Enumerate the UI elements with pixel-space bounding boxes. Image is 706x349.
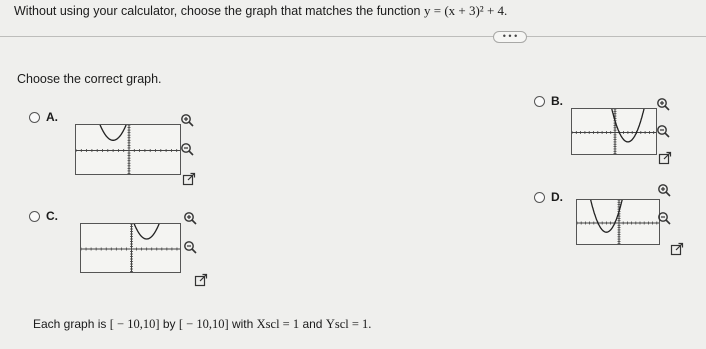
option-d[interactable] <box>534 190 563 204</box>
option-d-external-link-icon[interactable] <box>670 242 684 256</box>
option-a-graph <box>75 124 181 175</box>
option-b-zoom-out-icon[interactable] <box>656 124 670 138</box>
parabola-curve <box>99 124 127 140</box>
option-a-zoom-in-icon[interactable] <box>180 113 194 127</box>
option-c-label: C. <box>46 209 58 223</box>
instruction-text: Choose the correct graph. <box>17 72 162 86</box>
option-c-zoom-in-icon[interactable] <box>183 211 197 225</box>
option-a-zoom-out-icon[interactable] <box>180 142 194 156</box>
option-c-radio[interactable] <box>29 211 40 222</box>
question-equation: y = (x + 3)² + 4. <box>423 3 508 18</box>
option-d-zoom-out-icon[interactable] <box>657 211 671 225</box>
option-a[interactable] <box>29 110 58 124</box>
footer-with: with <box>231 317 254 331</box>
option-a-external-link-icon[interactable] <box>182 172 196 186</box>
option-c[interactable] <box>29 209 58 223</box>
option-b-label: B. <box>551 94 563 108</box>
graph-window-note <box>33 317 371 332</box>
footer-xrange: [ − 10,10] <box>109 317 160 331</box>
option-d-label: D. <box>551 190 563 204</box>
option-c-graph <box>80 223 181 273</box>
option-a-label: A. <box>46 110 58 124</box>
option-b[interactable] <box>534 94 563 108</box>
divider <box>0 36 706 37</box>
option-c-external-link-icon[interactable] <box>194 273 208 287</box>
footer-by: by <box>162 317 176 331</box>
footer-xscl: Xscl = 1 <box>256 317 300 331</box>
option-d-graph <box>576 199 660 245</box>
option-d-radio[interactable] <box>534 192 545 203</box>
option-d-zoom-in-icon[interactable] <box>657 183 671 197</box>
more-button[interactable]: • • • <box>493 31 527 43</box>
option-b-zoom-in-icon[interactable] <box>656 97 670 111</box>
option-b-radio[interactable] <box>534 96 545 107</box>
option-a-radio[interactable] <box>29 112 40 123</box>
option-c-zoom-out-icon[interactable] <box>183 240 197 254</box>
parabola-curve <box>134 223 160 239</box>
option-b-external-link-icon[interactable] <box>658 151 672 165</box>
footer-yscl: Yscl = 1. <box>325 317 372 331</box>
option-b-graph <box>571 108 657 155</box>
question-prompt: Without using your calculator, choose the graph that matches the function <box>14 4 421 18</box>
footer-prefix: Each graph is <box>33 317 107 331</box>
footer-yrange: [ − 10,10] <box>178 317 229 331</box>
question-text <box>14 3 507 19</box>
footer-and: and <box>302 317 323 331</box>
